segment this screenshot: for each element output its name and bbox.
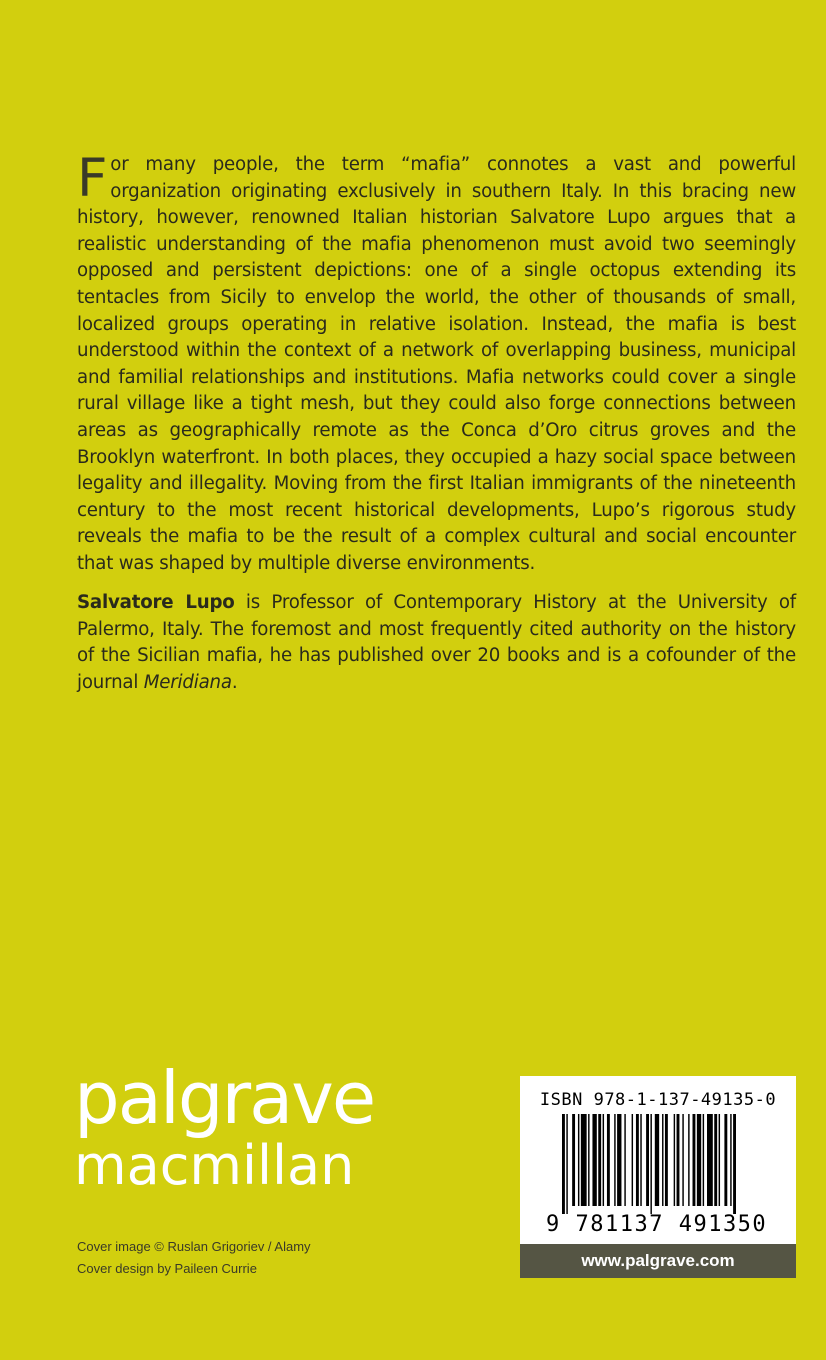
cover-image-credit: Cover image © Ruslan Grigoriev / Alamy	[77, 1239, 311, 1254]
barcode-icon	[562, 1114, 762, 1214]
isbn-label: ISBN 978-1-137-49135-0	[539, 1090, 777, 1110]
journal-name: Meridiana	[143, 671, 232, 693]
barcode-digits: 9 781137 491350	[546, 1212, 768, 1237]
drop-cap: F	[77, 148, 108, 209]
logo-line-2: macmillan	[74, 1134, 355, 1197]
back-cover-blurb	[77, 148, 796, 578]
bio-end: .	[231, 671, 238, 693]
cover-credits	[77, 1236, 311, 1280]
logo-line-1: palgrave	[74, 1056, 375, 1140]
blurb-text: or many people, the term “mafia” connotes a vast and powerful organization originating exclusively in southern Italy. In this bracing new history, however, renowned Italian historian Salvatore Lupo argues that a realistic understanding of the mafia phenomenon must avoid two seemingly opposed and persistent depictions: one of a single octopus extending its tentacles from Sicily to envelop the world, the other of thousands of small, localized groups operating in relative isolation. Instead, the mafia is best understood within the context of a network of overlapping business, municipal and familial relationships and institutions. Mafia networks could cover a single rural village like a tight mesh, but they could also forge connections between areas as geographically remote as the Conca d’Oro citrus groves and the Brooklyn waterfront. In both places, they occupied a hazy social space between legality and illegality. Moving from the first Italian immigrants of the nineteenth century to the most recent historical developments, Lupo’s rigorous study reveals the mafia to be the result of a complex cultural and social encounter that was shaped by multiple diverse environments.	[77, 154, 796, 574]
author-name: Salvatore Lupo	[77, 592, 235, 613]
cover-design-credit: Cover design by Paileen Currie	[77, 1261, 257, 1276]
author-bio	[77, 590, 796, 696]
bio-text: is Professor of Contemporary History at the University of Palermo, Italy. The foremost and most frequently cited authority on the history of the Sicilian mafia, he has published over 20 books and is a cofounder of the journal	[77, 592, 796, 693]
barcode-box	[520, 1076, 796, 1244]
publisher-logo	[74, 1056, 375, 1197]
publisher-website[interactable]: www.palgrave.com	[520, 1244, 796, 1278]
